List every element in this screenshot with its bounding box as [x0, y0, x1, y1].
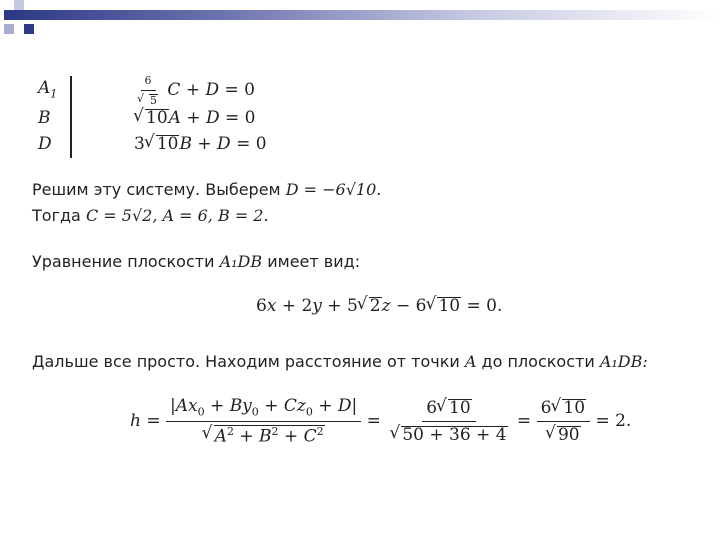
header-square-dark-2 [24, 24, 34, 34]
text-line-2: Тогда C = 5√2, A = 6, B = 2. [32, 206, 269, 225]
header-square-mid [4, 24, 14, 34]
header-square-dark [4, 10, 14, 20]
system-label-b: B [38, 108, 51, 128]
distance-formula: h = $|Ax_0 + By_0 + Cz_0 + D|$ √ $A^2 + B^2 + C^2$ = 6√ 10 √ 50 + 36 + 4 = 6√ 10 √ 90 = 2. [130, 396, 631, 447]
system-equation-2: √ 10A + D = 0 [134, 108, 256, 128]
system-equation-1: 6 √ 5 C + D = 0 [134, 74, 255, 107]
text-line-4: Дальше все просто. Находим расстояние от точки A до плоскости A₁DB: [32, 352, 648, 371]
system-label-a1: $A_1$ [38, 78, 58, 101]
system-label-d: D [38, 134, 52, 154]
text-line-1: Решим эту систему. Выберем D = −6√10. [32, 180, 382, 199]
plane-equation: 6x + 2y + 5√ 2z − 6√ 10 = 0. [256, 296, 502, 316]
system-divider [70, 76, 72, 158]
text-line-3: Уравнение плоскости A₁DB имеет вид: [32, 252, 361, 271]
system-equation-3: 3√ 10B + D = 0 [134, 134, 267, 154]
header-square-light [14, 0, 24, 10]
header-gradient-bar [14, 10, 720, 20]
